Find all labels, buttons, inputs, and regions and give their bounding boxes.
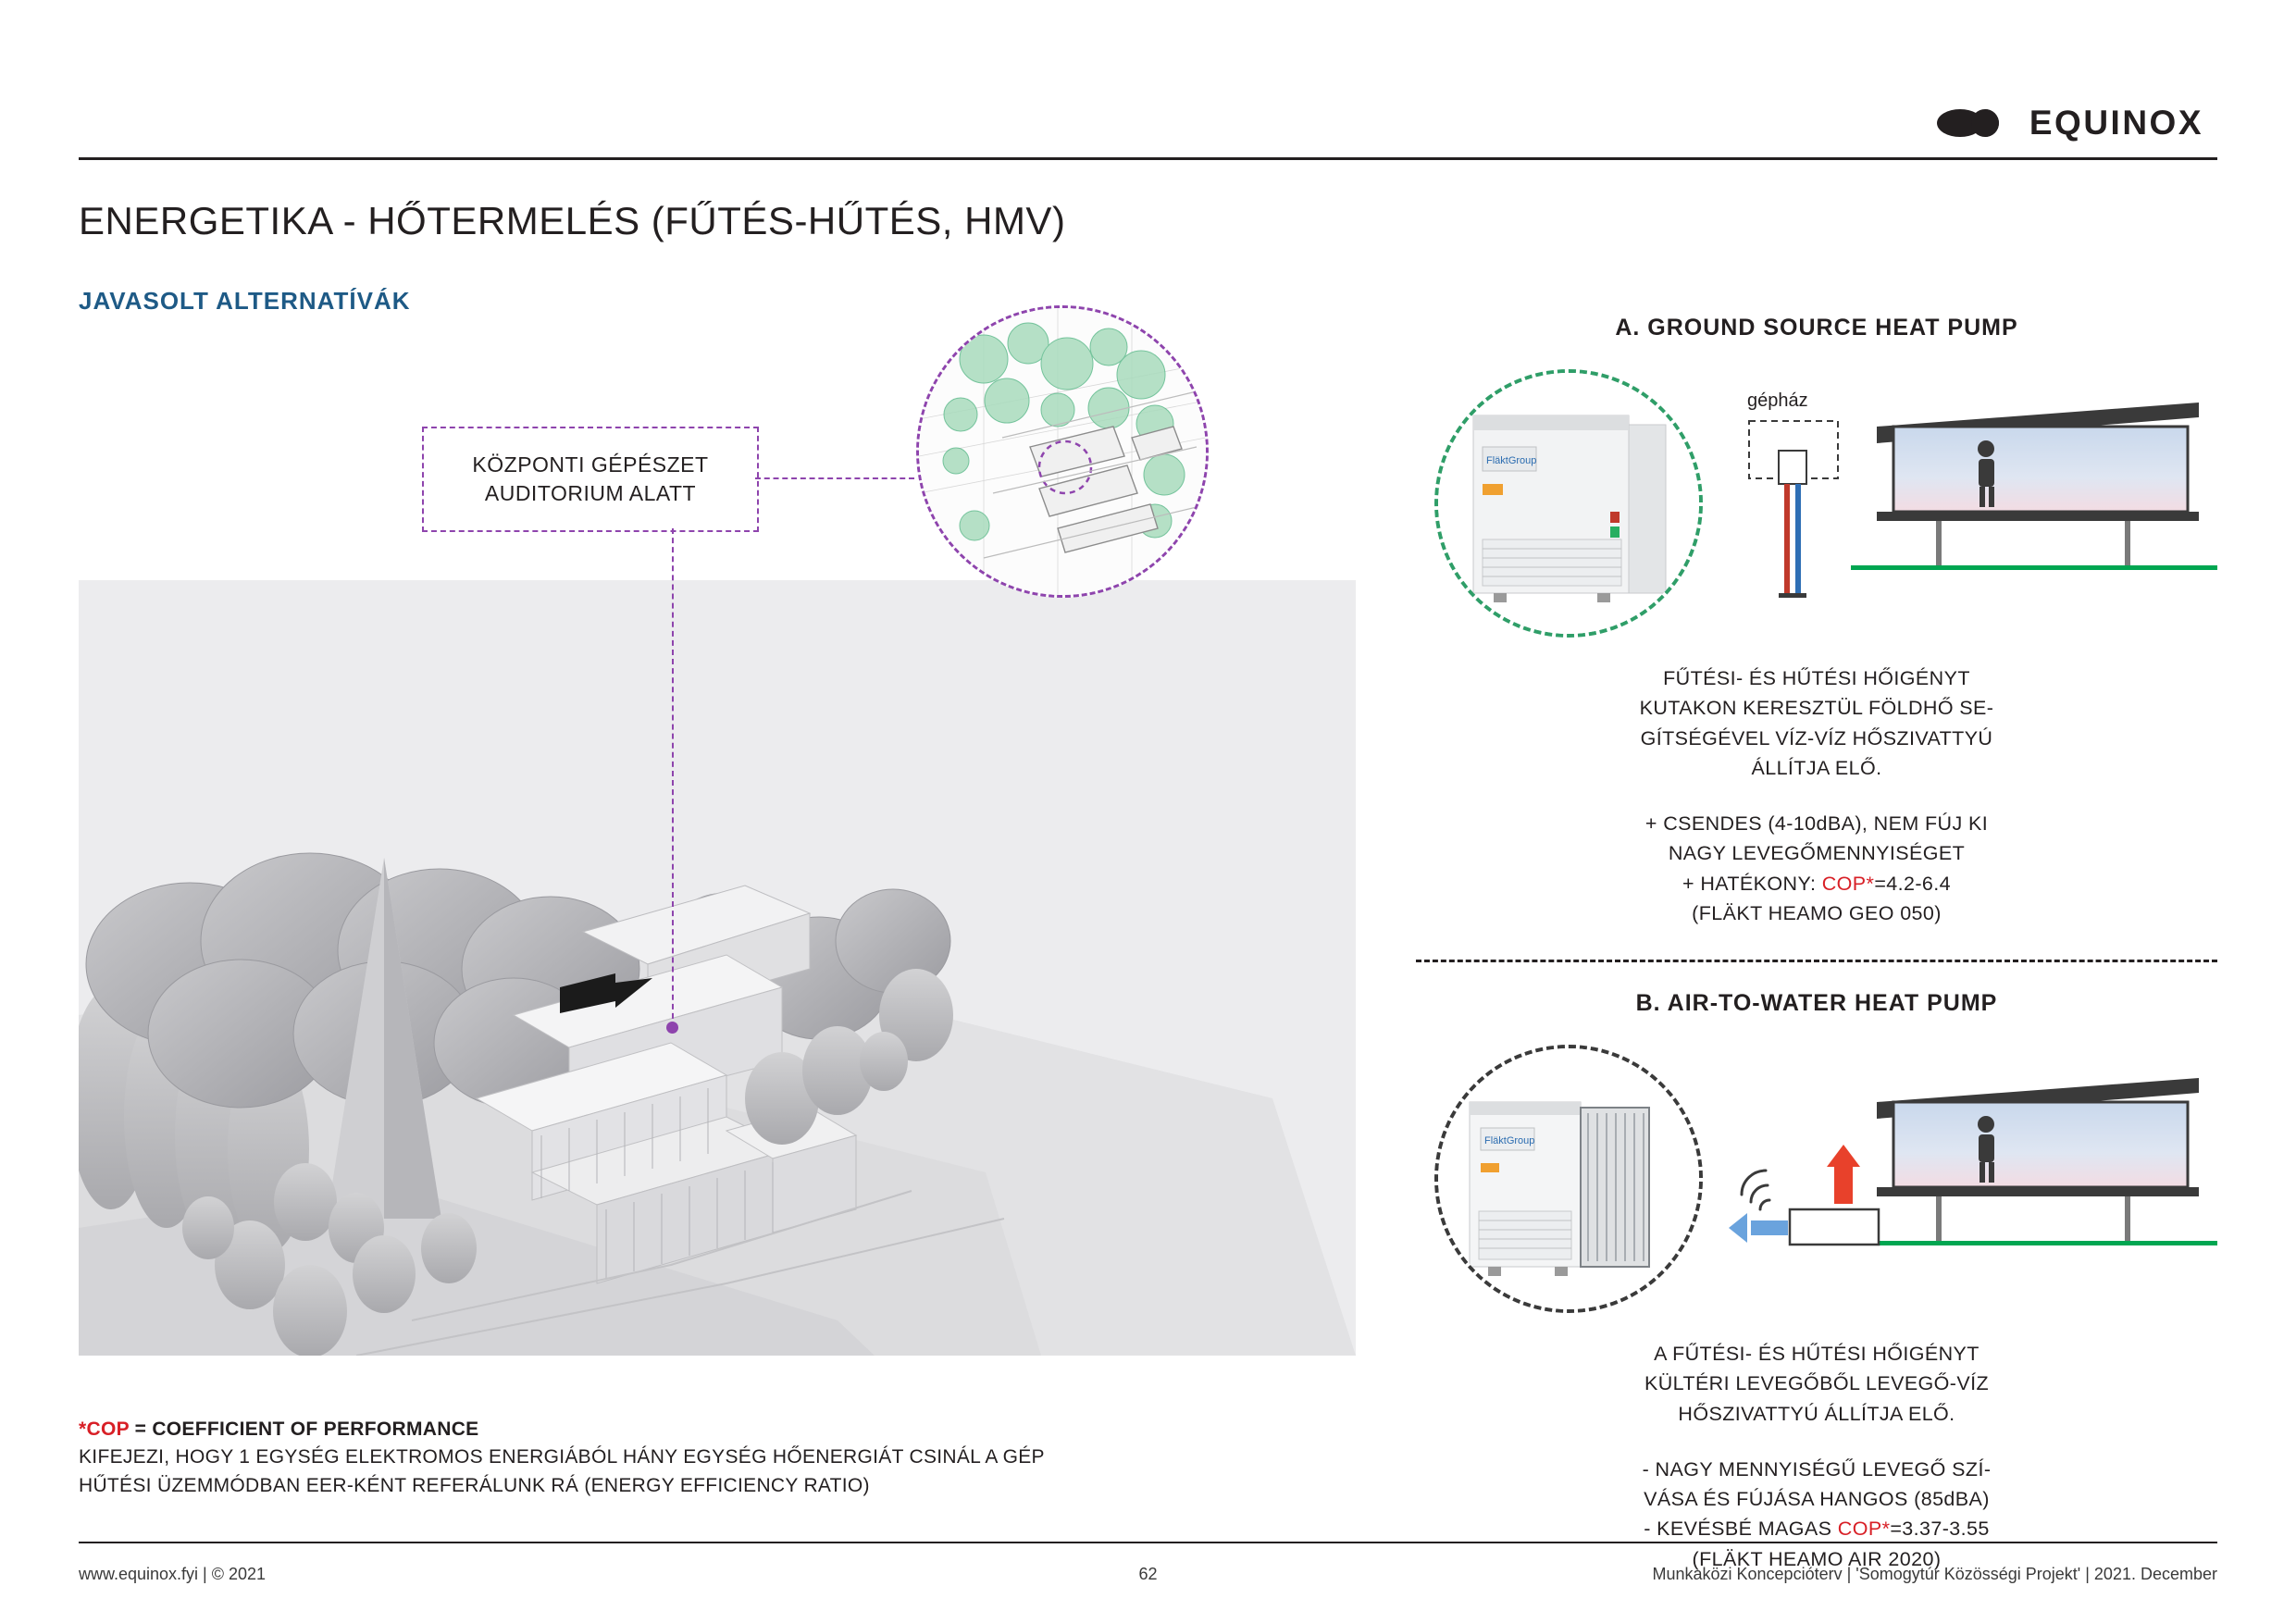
callout-connector-right [755,477,914,479]
brand-name: EQUINOX [2029,104,2203,142]
footer-divider [79,1542,2217,1543]
section-b-bullet-2: VÁSA ÉS FÚJÁSA HANGOS (85dBA) [1644,1488,1990,1510]
section-b-diagram [1721,1045,2217,1313]
callout-connector-down [672,528,674,1028]
section-b-desc-3: HŐSZIVATTYÚ ÁLLÍTJA ELŐ. [1678,1402,1955,1425]
alternatives-column [1416,315,2217,1574]
air-to-water-heat-pump-photo [1438,1048,1699,1309]
page-title: ENERGETIKA - HŐTERMELÉS (FŰTÉS-HŰTÉS, HMV) [79,199,1066,242]
footnote-heading-rest: = COEFFICIENT OF PERFORMANCE [129,1419,479,1440]
spacer [1416,1429,2217,1455]
equinox-logo-icon [1937,107,2015,139]
section-b-row [1416,1045,2217,1322]
section-a-cop-value: =4.2-6.4 [1874,872,1952,895]
site-plan-drawing [919,308,1206,595]
section-a-model: (FLÄKT HEAMO GEO 050) [1692,901,1942,924]
section-b-cop-prefix: - KEVÉSBÉ MAGAS [1644,1518,1838,1541]
section-b-desc-2: KÜLTÉRI LEVEGŐBŐL LEVEGŐ-VÍZ [1644,1372,1990,1395]
section-a-bullet-1: + CSENDES (4-10dBA), NEM FÚJ KI [1644,812,1989,835]
footnote-cop-mark: *COP [79,1419,130,1440]
render-illustration [79,580,1356,1356]
section-a-description [1416,663,2217,928]
section-a-bullet-2: NAGY LEVEGŐMENNYISÉGET [1668,842,1966,865]
section-b-cop-mark: COP* [1837,1518,1891,1541]
footer-page-number: 62 [1138,1565,1158,1583]
section-b-desc-1: A FŰTÉSI- ÉS HŰTÉSI HŐIGÉNYT [1654,1343,1980,1365]
footnote-heading [79,1416,1189,1443]
section-b-photo [1434,1045,1703,1313]
section-a-diagram [1721,369,2217,638]
section-a-desc-4: ÁLLÍTJA ELŐ. [1751,756,1882,779]
callout-line-1: KÖZPONTI GÉPÉSZET [472,452,709,477]
callout-line-2: AUDITORIUM ALATT [484,481,697,505]
section-a-desc-3: GÍTSÉGÉVEL VÍZ-VÍZ HŐSZIVATTYÚ [1640,726,1993,750]
section-a-photo [1434,369,1703,638]
svg-text:gépház: gépház [1747,390,1808,411]
svg-text:FläktGroup: FläktGroup [1486,455,1537,466]
ground-source-diagram [1721,369,2217,638]
callout-anchor-dot [666,1022,678,1034]
air-to-water-diagram [1721,1045,2217,1313]
section-a-cop-line [1416,869,2217,898]
footer-left: www.equinox.fyi | © 2021 [79,1565,267,1583]
page-subtitle: JAVASOLT ALTERNATÍVÁK [79,287,411,315]
brand-logo [1937,104,2203,142]
callout-central-plant [422,427,759,532]
section-a-desc-2: KUTAKON KERESZTÜL FÖLDHŐ SE- [1639,697,1994,720]
site-plan-circle [916,305,1209,598]
footnote-line-3: HŰTÉSI ÜZEMMÓDBAN EER-KÉNT REFERÁLUNK RÁ (ENERGY EFFICIENCY RATIO) [79,1474,870,1496]
section-b-description [1416,1339,2217,1574]
ground-source-heat-pump-photo [1438,373,1699,634]
section-b-cop-line [1416,1514,2217,1543]
section-a-desc-1: FŰTÉSI- ÉS HŰTÉSI HŐIGÉNYT [1663,667,1970,689]
header-divider [79,157,2217,160]
section-b-cop-value: =3.37-3.55 [1890,1518,1990,1541]
site-3d-render [79,580,1356,1356]
footer-right: Munkaközi Koncepcióterv | 'Somogytúr Közösségi Projekt' | 2021. December [1652,1565,2217,1583]
section-a-title: A. GROUND SOURCE HEAT PUMP [1615,315,2018,341]
section-b-bullet-1: - NAGY MENNYISÉGŰ LEVEGŐ SZÍ- [1642,1457,1992,1481]
footnote-line-2: KIFEJEZI, HOGY 1 EGYSÉG ELEKTROMOS ENERGIÁBÓL HÁNY EGYSÉG HŐENERGIÁT CSINÁL A GÉP [79,1446,1045,1468]
section-a-cop-prefix: + HATÉKONY: [1682,872,1822,895]
footnote [79,1416,1189,1500]
svg-text:FläktGroup: FläktGroup [1484,1135,1535,1146]
section-b-title: B. AIR-TO-WATER HEAT PUMP [1635,990,1998,1016]
section-b-model: (FLÄKT HEAMO AIR 2020) [1692,1547,1942,1570]
section-divider [1416,960,2217,962]
section-a-cop-mark: COP* [1821,872,1875,895]
section-a-row [1416,369,2217,647]
spacer [1416,783,2217,809]
